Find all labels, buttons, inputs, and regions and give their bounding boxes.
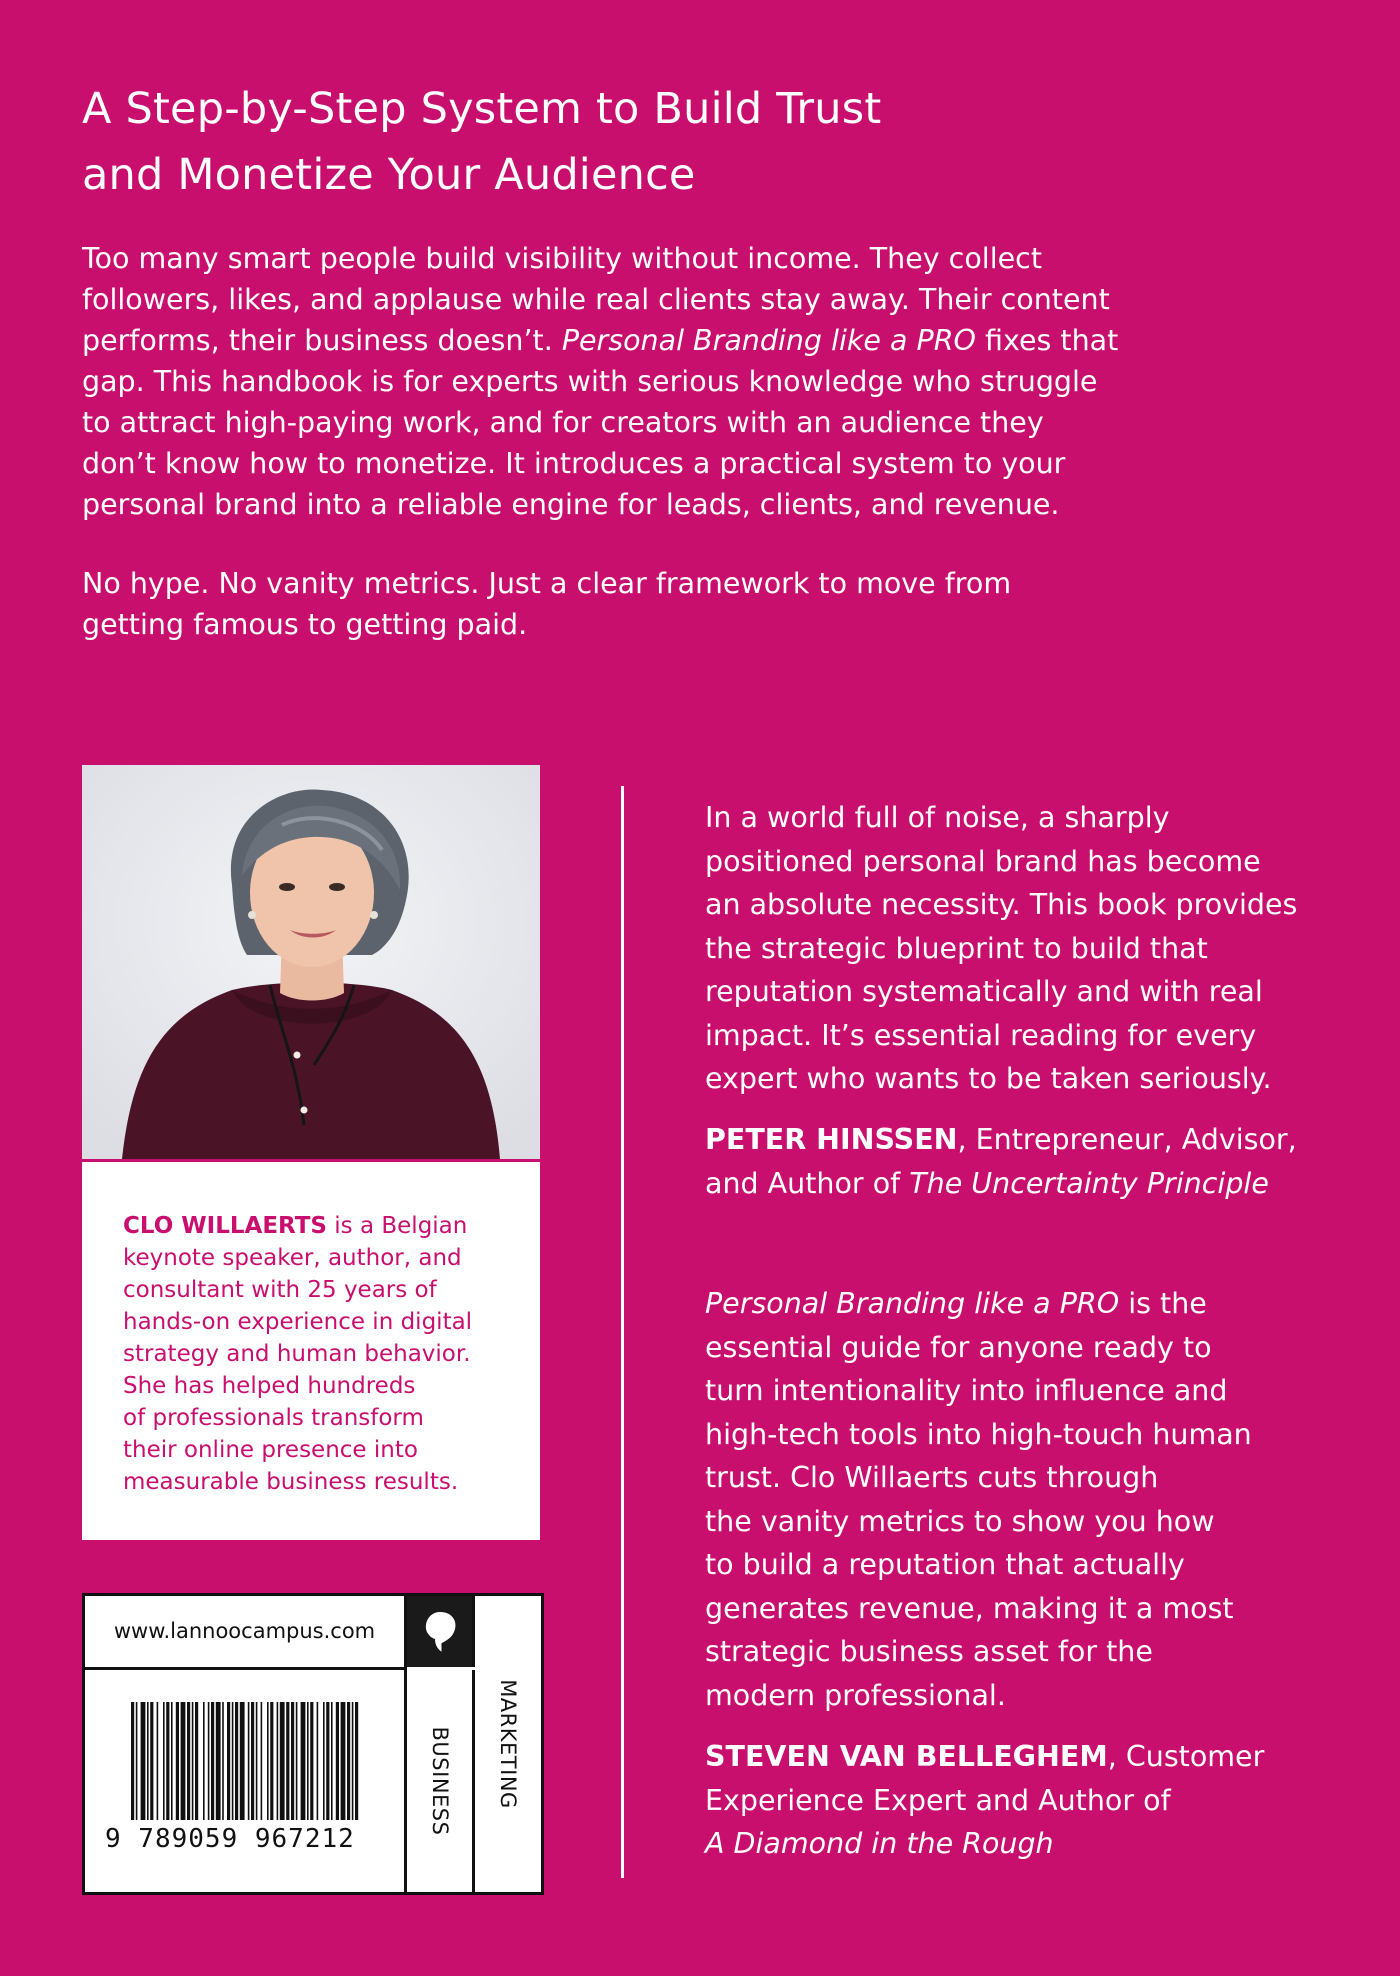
intro-paragraph-1 <box>82 238 1202 525</box>
quote-line <box>705 1282 1365 1326</box>
bio-line: measurable business results. <box>123 1469 459 1495</box>
barcode-bar <box>211 1702 214 1820</box>
quote-line: reputation systematically and with real <box>705 975 1263 1008</box>
quote-line: modern professional. <box>705 1678 1006 1712</box>
barcode-bar <box>310 1702 313 1820</box>
barcode-image <box>131 1702 361 1822</box>
barcode-bar <box>171 1702 173 1820</box>
barcode-bar <box>270 1702 273 1820</box>
author-photo <box>82 765 540 1159</box>
quote-line: to build a reputation that actually <box>705 1548 1185 1581</box>
bio-text: is a Belgian <box>326 1213 468 1239</box>
barcode-bar <box>150 1702 153 1820</box>
attribution-line <box>705 1162 1365 1206</box>
barcode-bar <box>235 1702 238 1820</box>
attribution-line <box>705 1118 1365 1162</box>
barcode-bar <box>331 1702 333 1820</box>
intro-line: Too many smart people build visibility without income. They collect <box>82 242 1042 275</box>
barcode-bar <box>227 1702 230 1820</box>
quote-line: positioned personal brand has become <box>705 844 1261 878</box>
endorser-role: , Customer <box>1107 1740 1265 1773</box>
barcode-bar <box>277 1702 279 1820</box>
bio-line: strategy and human behavior. <box>123 1341 471 1367</box>
bio-line: hands-on experience in digital <box>123 1309 473 1335</box>
category-marketing <box>475 1596 541 1892</box>
quote-line: In a world full of noise, a sharply <box>705 801 1170 834</box>
category-business <box>407 1670 475 1892</box>
intro-line: getting famous to getting paid. <box>82 608 528 641</box>
endorser-book-title: A Diamond in the Rough <box>705 1827 1054 1860</box>
bio-line <box>123 1210 513 1242</box>
intro-line: to attract high-paying work, and for creators with an audience they <box>82 406 1044 439</box>
attribution-line <box>705 1735 1365 1779</box>
barcode-bar <box>301 1702 306 1820</box>
author-portrait-image <box>82 765 540 1159</box>
intro-line: personal brand into a reliable engine for leads, clients, and revenue. <box>82 488 1060 521</box>
barcode-panel <box>82 1593 544 1895</box>
category-label-business: BUSINESS <box>427 1726 452 1836</box>
barcode-bar <box>232 1702 234 1820</box>
quote-line: strategic business asset for the <box>705 1635 1153 1668</box>
quote-text: is the <box>1119 1287 1207 1320</box>
category-label-marketing: MARKETING <box>496 1679 520 1809</box>
endorser-book-title: The Uncertainty Principle <box>909 1166 1269 1200</box>
bio-line: of professionals transform <box>123 1405 424 1431</box>
barcode-bar <box>317 1702 319 1820</box>
barcode-bar <box>192 1702 194 1820</box>
book-title-italic: Personal Branding like a PRO <box>705 1287 1120 1320</box>
barcode-bar <box>131 1702 134 1820</box>
barcode-bar <box>187 1702 190 1820</box>
intro-text: fixes that <box>975 324 1119 357</box>
intro-line: gap. This handbook is for experts with serious knowledge who struggle <box>82 365 1098 398</box>
barcode-bar <box>291 1702 294 1820</box>
bio-line: consultant with 25 years of <box>123 1277 437 1303</box>
publisher-url: www.lannoocampus.com <box>85 1596 407 1670</box>
barcode-bar <box>203 1702 205 1820</box>
barcode-bar <box>296 1702 298 1820</box>
publisher-logo <box>407 1596 475 1667</box>
quote-line: an absolute necessity. This book provides <box>705 888 1298 921</box>
headline <box>82 76 1082 208</box>
author-name: CLO WILLAERTS <box>123 1213 327 1239</box>
endorsement-quote-1 <box>705 796 1365 1101</box>
barcode-bar <box>181 1702 186 1820</box>
quote-line: essential guide for anyone ready to <box>705 1330 1212 1364</box>
barcode-bar <box>323 1702 325 1820</box>
intro-line: don’t know how to monetize. It introduces a practical system to your <box>82 447 1066 480</box>
barcode-bar <box>347 1702 350 1820</box>
intro-line: No hype. No vanity metrics. Just a clear framework to move from <box>82 567 1012 600</box>
headline-line-2: and Monetize Your Audience <box>82 150 696 200</box>
quote-line: the strategic blueprint to build that <box>705 931 1208 965</box>
barcode-bar <box>208 1702 210 1820</box>
barcode-bar <box>256 1702 258 1820</box>
endorser-role: and Author of <box>705 1166 910 1200</box>
barcode-area <box>85 1670 407 1892</box>
barcode-bar <box>157 1702 159 1820</box>
quote-line: trust. Clo Willaerts cuts through <box>705 1461 1159 1494</box>
intro-line <box>82 320 1202 361</box>
quote-line: turn intentionality into influence and <box>705 1374 1228 1407</box>
barcode-bar <box>326 1702 329 1820</box>
attribution-line: Experience Expert and Author of <box>705 1783 1171 1817</box>
barcode-bar <box>261 1702 263 1820</box>
quote-line: generates revenue, making it a most <box>705 1591 1234 1625</box>
barcode-bar <box>240 1702 245 1820</box>
barcode-bar <box>248 1702 250 1820</box>
intro-text: performs, their business doesn’t. <box>82 324 562 357</box>
barcode-bar <box>141 1702 146 1820</box>
barcode-bar <box>222 1702 224 1820</box>
endorsement-attribution-1 <box>705 1118 1365 1205</box>
barcode-bar <box>267 1702 269 1820</box>
author-bio-box <box>82 1162 540 1540</box>
barcode-bar <box>352 1702 354 1820</box>
endorser-role: , Entrepreneur, Advisor, <box>957 1123 1297 1156</box>
attribution-line <box>705 1822 1365 1866</box>
bio-line: keynote speaker, author, and <box>123 1245 462 1271</box>
barcode-bar <box>216 1702 221 1820</box>
publisher-logo-icon <box>407 1596 472 1667</box>
quote-line: the vanity metrics to show you how <box>705 1504 1215 1538</box>
column-divider <box>621 786 624 1878</box>
barcode-bar <box>280 1702 285 1820</box>
endorsement-quote-2 <box>705 1282 1365 1717</box>
barcode-bar <box>163 1702 165 1820</box>
author-bio-text <box>123 1210 513 1498</box>
barcode-bar <box>176 1702 179 1820</box>
barcode-bar <box>147 1702 149 1820</box>
endorser-name: STEVEN VAN BELLEGHEM <box>705 1740 1108 1773</box>
headline-line-1: A Step-by-Step System to Build Trust <box>82 84 882 134</box>
barcode-bar <box>136 1702 138 1820</box>
intro-paragraph-2 <box>82 563 1202 645</box>
book-title-italic: Personal Branding like a PRO <box>561 324 976 357</box>
barcode-bar <box>166 1702 169 1820</box>
bio-line: their online presence into <box>123 1437 418 1463</box>
quote-line: high-tech tools into high-touch human <box>705 1417 1252 1451</box>
barcode-bar <box>307 1702 309 1820</box>
endorsement-attribution-2 <box>705 1735 1365 1866</box>
endorser-name: PETER HINSSEN <box>705 1123 958 1156</box>
quote-line: impact. It’s essential reading for every <box>705 1018 1257 1052</box>
quote-line: expert who wants to be taken seriously. <box>705 1062 1272 1095</box>
barcode-bar <box>286 1702 289 1820</box>
barcode-bar <box>195 1702 198 1820</box>
barcode-bar <box>341 1702 346 1820</box>
barcode-bar <box>336 1702 339 1820</box>
isbn-number: 9 789059 967212 <box>105 1824 355 1854</box>
bio-line: She has helped hundreds <box>123 1373 416 1399</box>
intro-line: followers, likes, and applause while real clients stay away. Their content <box>82 283 1110 316</box>
barcode-bar <box>355 1702 358 1820</box>
barcode-bar <box>251 1702 254 1820</box>
